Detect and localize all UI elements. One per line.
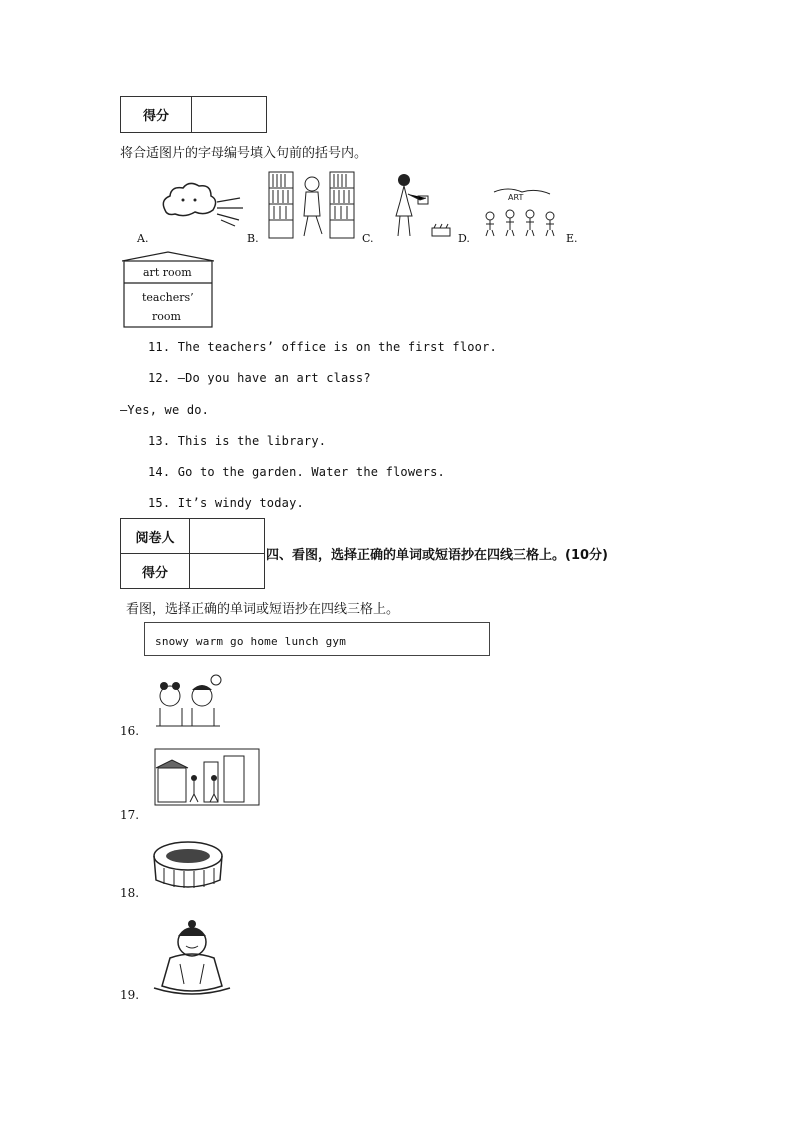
score-blank[interactable] [192, 97, 267, 133]
grader-blank[interactable] [190, 519, 265, 554]
warm-blanket-child-icon [150, 920, 232, 996]
house-top-room: art room [143, 266, 192, 279]
score-table-top [120, 96, 267, 133]
item-18-number: 18. [120, 886, 140, 900]
section4-score-blank[interactable] [190, 554, 265, 589]
section4-score-label: 得分 [121, 554, 190, 589]
art-class-kids-icon [478, 186, 564, 238]
kids-lunch-icon [152, 674, 224, 730]
house-bottom-room-1: teachers’ [142, 291, 194, 304]
picture-d-label: D. [458, 232, 470, 245]
picture-c-label: C. [362, 232, 374, 245]
sentence-14: 14. Go to the garden. Water the flowers. [148, 465, 445, 479]
watering-flowers-icon [382, 172, 454, 242]
picture-e-label: E. [566, 232, 578, 245]
score-table-section4 [120, 518, 265, 589]
svg-text:ART: ART [508, 193, 524, 202]
section4-heading: 四、看图，选择正确的单词或短语抄在四线三格上。(10分) [266, 548, 608, 563]
word-bank-text: snowy warm go home lunch gym [155, 635, 347, 648]
word-bank-box [144, 622, 490, 656]
grader-label: 阅卷人 [121, 519, 190, 554]
gym-stadium-icon [152, 838, 224, 894]
sentence-13: 13. This is the library. [148, 434, 327, 448]
sentence-11: 11. The teachers’ office is on the first floor. [148, 340, 497, 354]
street-home-icon [154, 748, 260, 806]
instruction-1: 将合适图片的字母编号填入句前的括号内。 [120, 146, 368, 161]
score-label: 得分 [121, 97, 192, 133]
picture-b-label: B. [247, 232, 259, 245]
instruction-2: 看图，选择正确的单词或短语抄在四线三格上。 [126, 602, 400, 617]
item-19-number: 19. [120, 988, 140, 1002]
item-16-number: 16. [120, 724, 140, 738]
item-17-number: 17. [120, 808, 140, 822]
wind-cloud-icon [155, 180, 245, 230]
sentence-15: 15. It’s windy today. [148, 496, 304, 510]
sentence-12-question: 12. —Do you have an art class? [148, 371, 371, 385]
sentence-12-answer: —Yes, we do. [120, 403, 210, 417]
library-girl-icon [268, 170, 356, 240]
picture-a-label: A. [137, 232, 149, 245]
house-bottom-room-2: room [152, 310, 181, 323]
